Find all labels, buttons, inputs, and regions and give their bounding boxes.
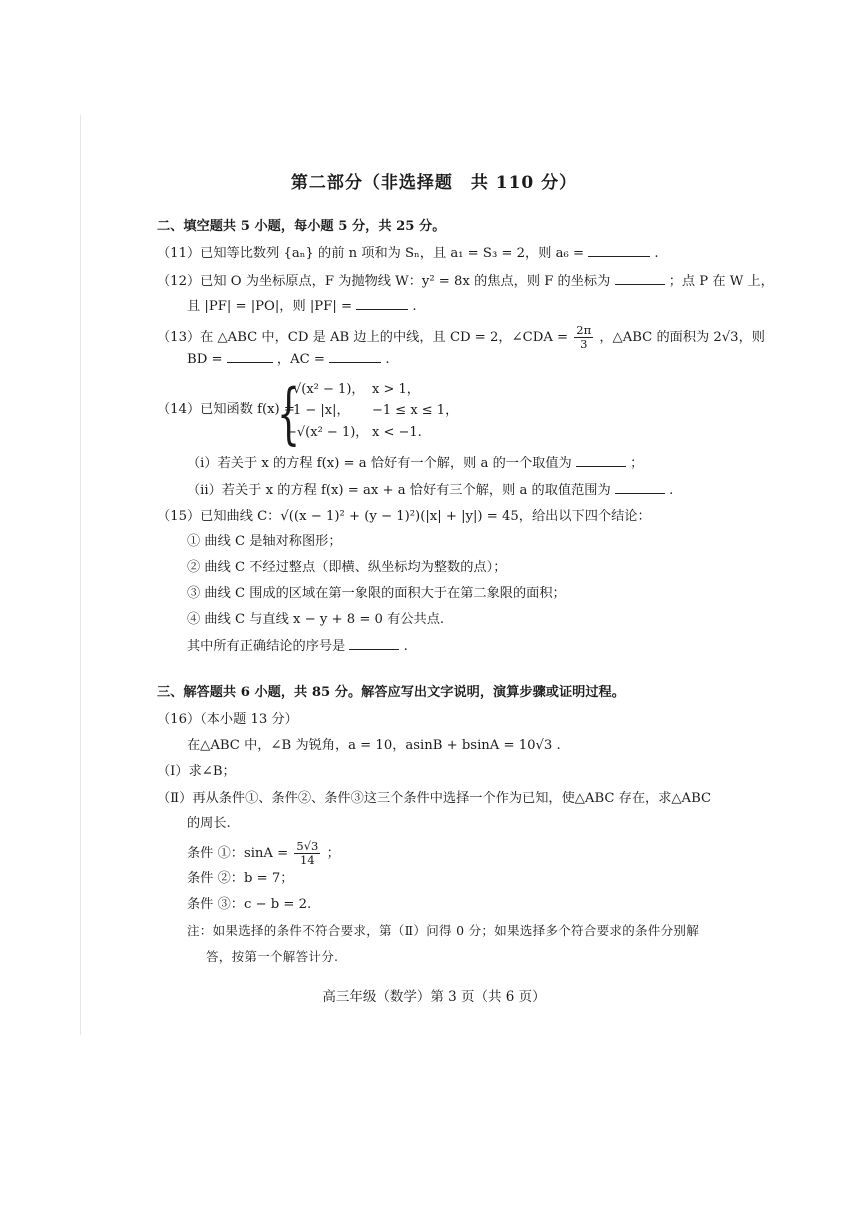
q15-line1: （15）已知曲线 C：√((x − 1)² + (y − 1)²)(|x| + |y|) = 45，给出以下四个结论： (157, 509, 651, 524)
q14-part1 (187, 454, 643, 473)
q15-ask-a: 其中所有正确结论的序号是 (187, 639, 346, 654)
section2-heading: 二、填空题共 5 小题，每小题 5 分，共 25 分。 (157, 219, 446, 234)
q15-ask-b: . (403, 639, 408, 654)
q14-case1-expr: √(x² − 1)， (293, 382, 365, 397)
page-footer: 高三年级（数学）第 3 页（共 6 页） (322, 989, 546, 1005)
q11-tail: . (654, 246, 659, 261)
q12-line2-a: 且 |PF| = |PO|，则 |PF| = (187, 299, 353, 314)
q13-line1-b: ，△ABC 的面积为 2√3，则 (599, 330, 765, 345)
q14-case3-expr: −√(x² − 1)， (286, 425, 369, 440)
section3-heading: 三、解答题共 6 小题，共 85 分。解答应写出文字说明，演算步骤或证明过程。 (157, 685, 625, 700)
q14-answer-blank-2 (615, 481, 665, 494)
q11-text: （11）已知等比数列 {aₙ} 的前 n 项和为 Sₙ，且 a₁ = S₃ = 2，则 a₆ = (157, 246, 585, 261)
q16-condition-1 (187, 840, 340, 867)
q13-frac-den: 3 (580, 337, 588, 351)
cond1-fraction (294, 840, 320, 867)
part-title: 第二部分（非选择题 共 110 分） (290, 173, 578, 193)
q13-line2-b: ，AC = (276, 352, 325, 367)
q11-answer-blank (588, 244, 650, 257)
q12-line1-b: ；点 P 在 W 上， (668, 274, 774, 289)
q15-ask (187, 637, 408, 656)
q13-answer-blank-1 (227, 350, 273, 363)
q15-conclusion-3: ③ 曲线 C 围成的区域在第一象限的面积大于在第二象限的面积； (187, 586, 566, 601)
q15-conclusion-2: ② 曲线 C 不经过整点（即横、纵坐标均为整数的点）； (187, 560, 507, 575)
q13-frac-num: 2π (576, 323, 592, 337)
q16-note-line1: 注：如果选择的条件不符合要求，第（Ⅱ）问得 0 分；如果选择多个符合要求的条件分别解 (187, 923, 699, 938)
q16-condition-2: 条件 ②：b = 7； (187, 871, 294, 886)
q16-note-line2: 答，按第一个解答计分. (206, 949, 339, 964)
q16-part1: （Ⅰ）求∠B； (157, 764, 236, 779)
q16-stem: 在△ABC 中，∠B 为锐角，a = 10，asinB + bsinA = 10√3 . (187, 738, 561, 753)
q15-conclusion-4: ④ 曲线 C 与直线 x − y + 8 = 0 有公共点. (187, 612, 445, 627)
q14-lead: （14）已知函数 f(x) = (157, 402, 295, 417)
question-12-line2 (187, 297, 417, 316)
question-13-line2 (187, 350, 390, 369)
q15-conclusion-1: ① 曲线 C 是轴对称图形； (187, 534, 342, 549)
q14-case2-cond: −1 ≤ x ≤ 1， (372, 403, 459, 418)
q14-part1-a: （i）若关于 x 的方程 f(x) = a 恰好有一个解，则 a 的一个取值为 (187, 456, 572, 471)
q14-part2-a: （ii）若关于 x 的方程 f(x) = ax + a 恰好有三个解，则 a 的取值范围为 (187, 483, 611, 498)
q15-answer-blank (349, 637, 399, 650)
q13-answer-blank-2 (329, 350, 381, 363)
q13-line2-c: . (385, 352, 390, 367)
q13-line2-a: BD = (187, 352, 223, 367)
cond1-frac-num: 5√3 (296, 839, 319, 853)
q14-case3-cond: x < −1. (372, 425, 422, 440)
q13-angle-fraction (574, 324, 593, 351)
page-edge-rule (80, 115, 81, 1035)
q12-line2-b: . (412, 299, 417, 314)
question-12 (157, 272, 774, 291)
cond1-b: ； (326, 846, 340, 861)
q14-case1-cond: x > 1， (372, 382, 420, 397)
q16-head: （16）（本小题 13 分） (157, 712, 298, 727)
q16-part2-line1: （Ⅱ）再从条件①、条件②、条件③这三个条件中选择一个作为已知，使△ABC 存在，求△ABC (157, 791, 712, 806)
q14-case2-expr: 1 − |x|， (293, 403, 350, 418)
piecewise-brace-icon: { (277, 375, 301, 452)
q14-part2-b: . (669, 483, 674, 498)
cond1-a: 条件 ①：sinA = (187, 846, 289, 861)
q13-line1-a: （13）在 △ABC 中，CD 是 AB 边上的中线，且 CD = 2，∠CDA = (157, 330, 569, 345)
q12-line1-a: （12）已知 O 为坐标原点，F 为抛物线 W：y² = 8x 的焦点，则 F 的坐标为 (157, 274, 611, 289)
q14-part2 (187, 481, 673, 500)
q14-part1-b: ； (630, 456, 644, 471)
question-11 (157, 244, 659, 263)
cond1-frac-den: 14 (300, 853, 315, 867)
q12-answer-blank-2 (356, 297, 408, 310)
q16-part2-line2: 的周长. (187, 816, 231, 831)
q14-answer-blank-1 (576, 454, 626, 467)
q12-answer-blank-1 (615, 272, 665, 285)
question-13 (157, 324, 765, 351)
q16-condition-3: 条件 ③：c − b = 2. (187, 897, 312, 912)
